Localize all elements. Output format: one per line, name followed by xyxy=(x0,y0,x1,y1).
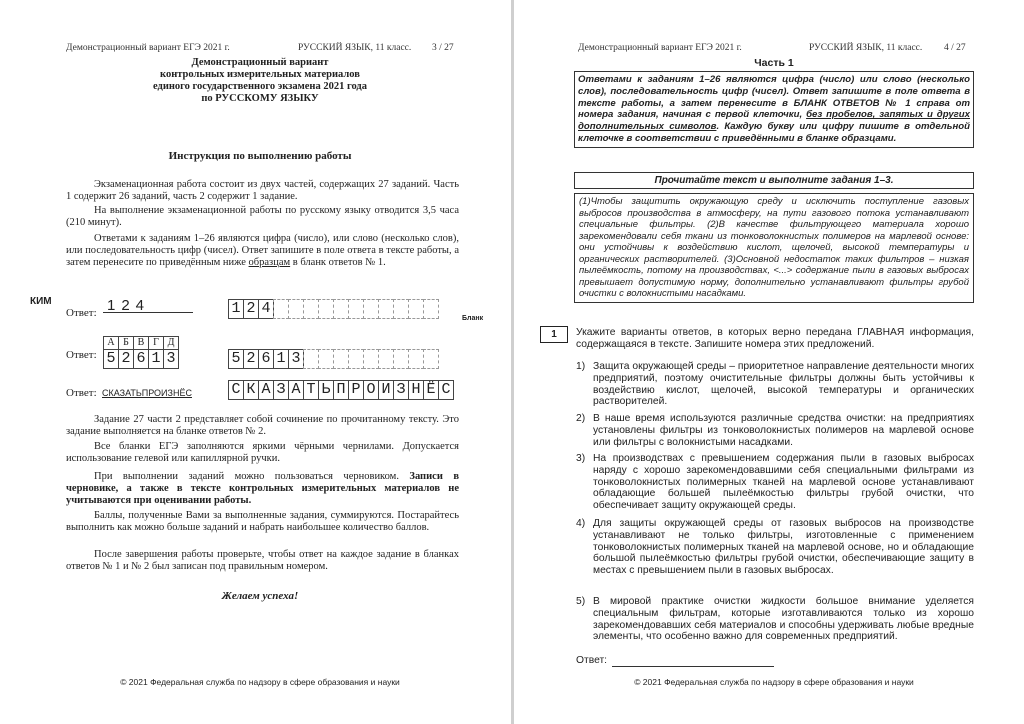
blank-cell: 2 xyxy=(243,299,259,319)
header-subject: РУССКИЙ ЯЗЫК, 11 класс. xyxy=(809,43,923,53)
letter-cell: Д xyxy=(163,336,179,350)
blank-cell xyxy=(393,349,409,369)
letter-cell: Б xyxy=(118,336,134,350)
blank-label: Бланк xyxy=(462,315,484,322)
blank-cell xyxy=(363,349,379,369)
blank-cell: К xyxy=(243,380,259,400)
blank-cell: З xyxy=(273,380,289,400)
option-text: Для защиты окружающей среды от газовых выбросов на производстве устанавливают не только фильтры, изготовленные с применением тонковолокнистых полимерных тканей на марлевой основе, но и обладающие большой пылеёмкостью фильтры грубой очистки, обеспечивающие защиту в местах с превышением пыли в газовых выбросах. xyxy=(593,518,974,577)
title-line: Демонстрационный вариант xyxy=(191,57,329,68)
document-title xyxy=(60,57,460,105)
option-text: Защита окружающей среды – приоритетное направление деятельности многих предприятий, поэтому очистительные фильтры должны быть устойчивы к воздействию кислот, щелочей, высокой температуры и органических растворителей. xyxy=(593,361,974,408)
blank-sample-1 xyxy=(228,299,438,319)
blank-cell xyxy=(318,299,334,319)
instruction-paragraph xyxy=(66,471,459,507)
option-item xyxy=(576,453,974,512)
header-page-number: 3 / 27 xyxy=(432,43,454,53)
header-subject: РУССКИЙ ЯЗЫК, 11 класс. xyxy=(298,43,412,53)
blank-cell xyxy=(393,299,409,319)
header-left: Демонстрационный вариант ЕГЭ 2021 г. xyxy=(578,43,742,53)
blank-cell: 3 xyxy=(288,349,304,369)
blank-cell: 5 xyxy=(228,349,244,369)
header-left: Демонстрационный вариант ЕГЭ 2021 г. xyxy=(66,43,230,53)
sample-answer-1: 124 xyxy=(103,300,193,313)
text-run: При выполнении заданий можно пользоваться черновиком. xyxy=(94,471,410,482)
blank-cell xyxy=(288,299,304,319)
blank-cell: С xyxy=(228,380,244,400)
text-run: в бланк ответов № 1. xyxy=(290,257,386,268)
option-number: 3) xyxy=(576,453,586,464)
blank-cell: 2 xyxy=(243,349,259,369)
letter-cell: А xyxy=(103,336,119,350)
blank-cell xyxy=(333,349,349,369)
text-run: Ответами к заданиям 1–26 являются цифра (число), или слово (несколько слов), или последовательность цифр (чисел). Ответ запишите в поле ответа в тексте работы, а затем перенесите по приведённым ниже xyxy=(66,233,459,268)
blank-cell: Ь xyxy=(318,380,334,400)
blank-cell: А xyxy=(288,380,304,400)
header-page-number: 4 / 27 xyxy=(944,43,966,53)
digit-cell: 6 xyxy=(133,349,149,369)
blank-cell xyxy=(318,349,334,369)
blank-cell: 6 xyxy=(258,349,274,369)
blank-cell xyxy=(333,299,349,319)
text-run: образцам xyxy=(248,257,291,268)
sample-answer-label: Ответ: xyxy=(66,349,97,361)
title-line: единого государственного экзамена 2021 года xyxy=(152,81,367,92)
option-number: 4) xyxy=(576,518,586,529)
sample-answer-label: Ответ: xyxy=(66,387,97,399)
option-text: В наше время используются различные средства очистки: на предприятиях установлены фильтры из тонковолокнистых полимеров на марлевой основе или фильтры с волокнистыми насадками. xyxy=(593,413,974,448)
blank-cell: О xyxy=(363,380,379,400)
instruction-title: Инструкция по выполнению работы xyxy=(168,150,352,162)
blank-cell: Р xyxy=(348,380,364,400)
blank-cell: П xyxy=(333,380,349,400)
instruction-paragraph xyxy=(66,233,459,269)
sample-answer-2-table xyxy=(103,336,178,369)
letter-cell: Г xyxy=(148,336,164,350)
blank-cell: 1 xyxy=(273,349,289,369)
page-4 xyxy=(514,0,1024,724)
closing-text: Желаем успеха! xyxy=(221,590,299,602)
option-number: 5) xyxy=(576,596,586,607)
blank-cell xyxy=(423,299,439,319)
blank-cell xyxy=(408,299,424,319)
title-line: по РУССКОМУ ЯЗЫКУ xyxy=(201,93,319,104)
blank-cell: И xyxy=(378,380,394,400)
instruction-paragraph: Баллы, полученные Вами за выполненные задания, суммируются. Постарайтесь выполнить как можно больше заданий и набрать наибольшее количество баллов. xyxy=(66,510,459,533)
answer-field[interactable] xyxy=(612,654,774,667)
blank-cell xyxy=(303,299,319,319)
task-number: 1 xyxy=(540,326,568,343)
instruction-paragraph: Все бланки ЕГЭ заполняются яркими чёрными чернилами. Допускается использование гелевой или капиллярной ручки. xyxy=(66,441,459,464)
blank-cell: Н xyxy=(408,380,424,400)
text-run: без пробелов, запятых и других дополнительных символов xyxy=(578,109,970,133)
option-number: 1) xyxy=(576,361,586,372)
blank-cell xyxy=(378,299,394,319)
instructions-box xyxy=(574,71,974,148)
footer: © 2021 Федеральная служба по надзору в сфере образования и науки xyxy=(120,677,400,687)
option-item xyxy=(576,518,974,577)
answer-options xyxy=(576,361,974,651)
blank-cell xyxy=(363,299,379,319)
digit-cell: 5 xyxy=(103,349,119,369)
instruction-paragraph: Задание 27 части 2 представляет собой сочинение по прочитанному тексту. Это задание выполняется на бланке ответов № 2. xyxy=(66,414,459,437)
text-run: Записи в черновике, а также в тексте контрольных измерительных материалов не учитываются при оценивании работы. xyxy=(66,471,459,506)
answer-label: Ответ: xyxy=(576,655,608,666)
option-number: 2) xyxy=(576,413,586,424)
blank-sample-2 xyxy=(228,349,438,369)
blank-cell: С xyxy=(438,380,454,400)
option-text: В мировой практике очистки жидкости большое внимание уделяется специальным фильтрам, которые изготавливаются только из хорошо зарекомендовавших себя материалов и способны удерживать любые вредные элементы, что особенно важно для современных предприятий. xyxy=(593,596,974,643)
kim-label: КИМ xyxy=(30,296,52,307)
blank-cell xyxy=(408,349,424,369)
instruction-paragraph: На выполнение экзаменационной работы по русскому языку отводится 3,5 часа (210 минут). xyxy=(66,205,459,228)
task-text: Укажите варианты ответов, в которых верно передана ГЛАВНАЯ информация, содержащаяся в тексте. Запишите номера этих предложений. xyxy=(576,327,974,350)
blank-cell xyxy=(303,349,319,369)
digit-cell: 2 xyxy=(118,349,134,369)
blank-cell: 1 xyxy=(228,299,244,319)
instruction-paragraph: Экзаменационная работа состоит из двух частей, содержащих 27 заданий. Часть 1 содержит 26 заданий, часть 2 содержит 1 задание. xyxy=(66,179,459,202)
option-item xyxy=(576,413,974,448)
blank-cell xyxy=(348,349,364,369)
instruction-paragraph: После завершения работы проверьте, чтобы ответ на каждое задание в бланках ответов № 1 и № 2 был записан под правильным номером. xyxy=(66,549,459,572)
sample-answer-label: Ответ: xyxy=(66,307,97,319)
part-title: Часть 1 xyxy=(754,57,794,69)
blank-sample-3 xyxy=(228,380,453,400)
option-item xyxy=(576,596,974,643)
sample-answer-3: СКАЗАТЬПРОИЗНЁС xyxy=(102,388,192,398)
blank-cell xyxy=(273,299,289,319)
blank-cell xyxy=(378,349,394,369)
option-text: На производствах с превышением содержания пыли в газовых выбросах наряду с хорошо зарекомендовавшими себя специальными фильтрами из тонковолокнистых полимерных тканей на марлевой основе устанавливают обладающие большей пылеёмкостью фильтры грубой очистки, что обеспечивает защиту окружающей среды. xyxy=(593,453,974,512)
text-run: Ответами к заданиям 1–26 являются цифра (число) или слово (несколько слов), последовательность цифр (чисел). Ответ запишите в поле ответа в тексте работы, а затем перенесите в БЛАНК ОТВЕТОВ № 1 справа от номера задания, начиная с первой клеточки, xyxy=(578,74,970,121)
footer: © 2021 Федеральная служба по надзору в сфере образования и науки xyxy=(634,677,914,687)
blank-cell xyxy=(423,349,439,369)
blank-cell: 4 xyxy=(258,299,274,319)
blank-cell xyxy=(348,299,364,319)
read-text-box: Прочитайте текст и выполните задания 1–3. xyxy=(574,172,974,189)
text-run: . Каждую букву или цифру пишите в отдельной клеточке в соответствии с приведёнными в бланке образцами. xyxy=(578,121,970,144)
blank-cell: З xyxy=(393,380,409,400)
letter-cell: В xyxy=(133,336,149,350)
passage-box: (1)Чтобы защитить окружающую среду и исключить поступление газовых выбросов производства в атмосферу, на пути газового потока устанавливают специальные фильтры. (2)В качестве фильтрующего материала хорошо зарекомендовали себя ткани из тонковолокнистых полимеров на марлевой основе: они устойчивы к воздействию кислот, щелочей, высокой температуры и органических растворителей. (3)Основной недостаток таких фильтров – низкая пылеёмкость, потому на производствах, <...> содержание пыли в газовых выбросах превышает допустимую норму, дополнительно устанавливают фильтры грубой очистки с волокнистыми насадками. xyxy=(574,193,974,303)
option-item xyxy=(576,361,974,408)
digit-cell: 1 xyxy=(148,349,164,369)
title-line: контрольных измерительных материалов xyxy=(160,69,360,80)
blank-cell: А xyxy=(258,380,274,400)
digit-cell: 3 xyxy=(163,349,179,369)
blank-cell: Ё xyxy=(423,380,439,400)
blank-cell: Т xyxy=(303,380,319,400)
